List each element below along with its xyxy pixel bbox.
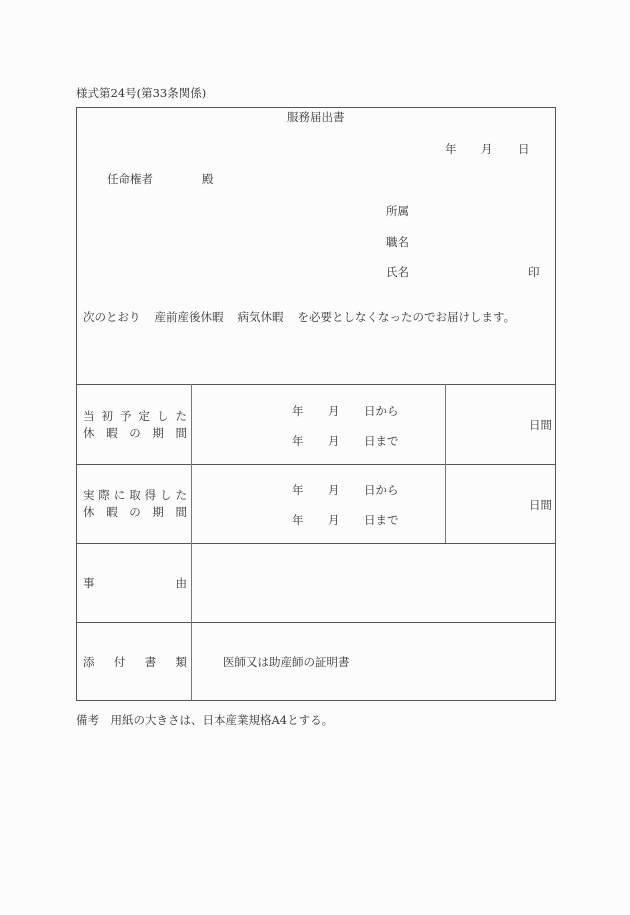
statement-prefix: 次のとおり bbox=[83, 310, 141, 324]
reason-label: 事由 bbox=[83, 576, 187, 590]
column-divider bbox=[445, 384, 446, 543]
date-day-label: 日 bbox=[518, 142, 530, 156]
divider bbox=[77, 622, 555, 623]
divider bbox=[77, 543, 555, 544]
statement bbox=[83, 309, 515, 325]
name-label: 氏名 bbox=[386, 265, 409, 279]
notification-form: 服務届出書 年 月 日 任命権者 殿 所属 職名 氏名 印 次のとおり 産前産後休暇 病気休暇 を必要としなくなったのでお届けします。 当初予定した 休暇の期間 年 月 日から 年 月 日まで 日間 実際に取得した 休暇の期間 年 月 日から 年 月 日まで 日間 事由 添付書類 医師又は助産師の証明書 bbox=[76, 107, 556, 701]
divider bbox=[77, 384, 555, 385]
planned-days[interactable]: 日間 bbox=[529, 418, 552, 432]
actual-days[interactable]: 日間 bbox=[529, 498, 552, 512]
date-year-label: 年 bbox=[445, 142, 457, 156]
date-month-label: 月 bbox=[481, 142, 493, 156]
job-title-label: 職名 bbox=[386, 235, 409, 249]
addressee-honorific: 殿 bbox=[202, 172, 214, 186]
seal-mark: 印 bbox=[528, 265, 540, 279]
attachments-value: 医師又は助産師の証明書 bbox=[223, 655, 350, 669]
divider bbox=[77, 464, 555, 465]
form-title: 服務届出書 bbox=[287, 110, 345, 124]
option-sick-leave[interactable]: 病気休暇 bbox=[237, 310, 284, 324]
form-number: 様式第24号(第33条関係) bbox=[76, 86, 207, 100]
attachments-label: 添付書類 bbox=[83, 655, 187, 669]
actual-period-label: 実際に取得した 休暇の期間 bbox=[83, 488, 187, 519]
column-divider bbox=[191, 384, 192, 701]
option-maternity-leave[interactable]: 産前産後休暇 bbox=[154, 310, 224, 324]
planned-period-label: 当初予定した 休暇の期間 bbox=[83, 409, 187, 440]
remarks-note: 備考 用紙の大きさは、日本産業規格A4とする。 bbox=[76, 713, 334, 727]
statement-suffix: を必要としなくなったのでお届けします。 bbox=[297, 310, 516, 324]
addressee-label: 任命権者 bbox=[107, 172, 153, 186]
affiliation-label: 所属 bbox=[386, 204, 409, 218]
